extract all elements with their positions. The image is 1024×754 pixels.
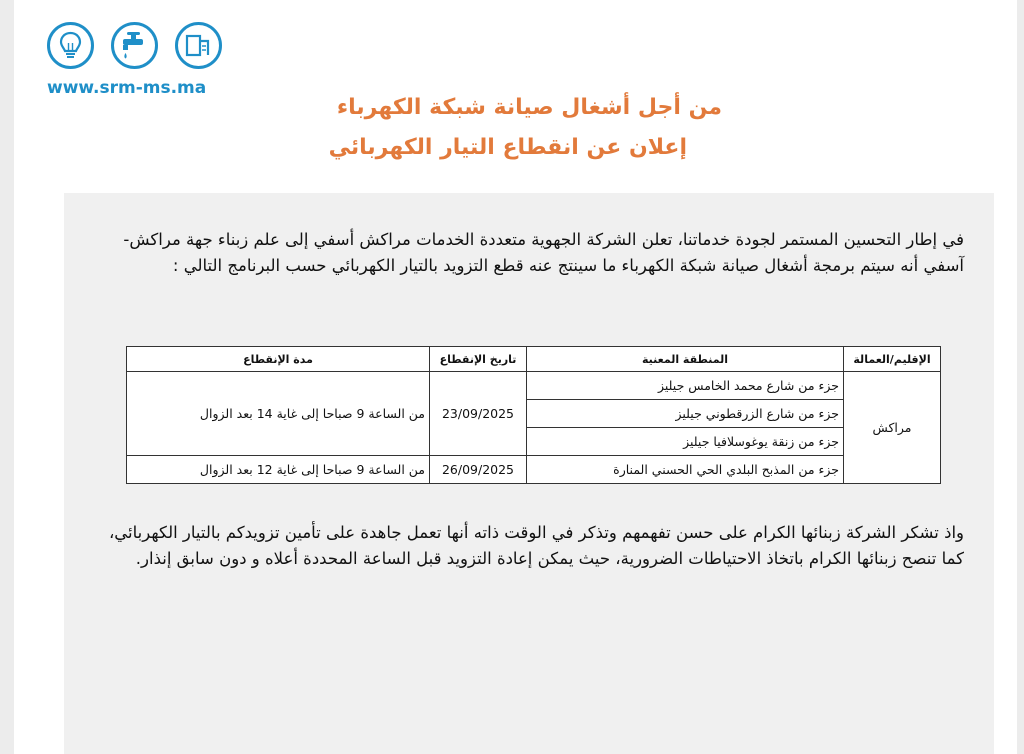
closing-paragraph: واذ تشكر الشركة زبنائها الكرام على حسن تفهمهم وتذكر في الوقت ذاته أنها تعمل جاهدة على تأمين تزويدكم بالتيار الكهربائي، كما تنصح زبنائها الكرام باتخاذ الاحتياطات الضرورية، حيث يمكن إعادة التزويد قبل الساعة المحددة أعلاه و دون سابق إنذار.: [108, 523, 964, 568]
date-cell: 23/09/2025: [430, 372, 527, 456]
lightbulb-icon: [47, 22, 94, 69]
table-row: [127, 372, 941, 400]
announcement-subtitle: إعلان عن انقطاع التيار الكهربائي: [328, 135, 687, 160]
website-url[interactable]: www.srm-ms.ma: [47, 78, 207, 98]
area-cell: جزء من المذبح البلدي الحي الحسني المنارة: [527, 456, 844, 484]
announcement-page: [14, 0, 1017, 754]
header-date: تاريخ الإنقطاع: [430, 347, 527, 372]
table-row: [127, 456, 941, 484]
header-region: الإقليم/العمالة: [844, 347, 941, 372]
area-cell: جزء من شارع الزرقطوني جيليز: [527, 400, 844, 428]
brand-icons: [47, 22, 222, 72]
water-tap-icon: [111, 22, 158, 69]
area-cell: جزء من شارع محمد الخامس جيليز: [527, 372, 844, 400]
header-duration: مدة الإنقطاع: [127, 347, 430, 372]
intro-paragraph: في إطار التحسين المستمر لجودة خدماتنا، تعلن الشركة الجهوية متعددة الخدمات مراكش أسفي إلى علم زبناء جهة مراكش- آسفي أنه سيتم برمجة أشغال صيانة شبكة الكهرباء ما سينتج عنه قطع التزويد بالتيار الكهربائي حسب البرنامج التالي :: [123, 230, 964, 275]
area-cell: جزء من زنقة يوغوسلافيا جيليز: [527, 428, 844, 456]
outage-schedule-table: [126, 346, 941, 484]
header-area: المنطقة المعنية: [527, 347, 844, 372]
duration-cell: من الساعة 9 صباحا إلى غاية 12 بعد الزوال: [127, 456, 430, 484]
duration-cell: من الساعة 9 صباحا إلى غاية 14 بعد الزوال: [127, 372, 430, 456]
sanitation-icon: [175, 22, 222, 69]
region-cell: مراكش: [844, 372, 941, 484]
announcement-title: من أجل أشغال صيانة شبكة الكهرباء: [336, 95, 722, 120]
table-header-row: [127, 347, 941, 372]
date-cell: 26/09/2025: [430, 456, 527, 484]
